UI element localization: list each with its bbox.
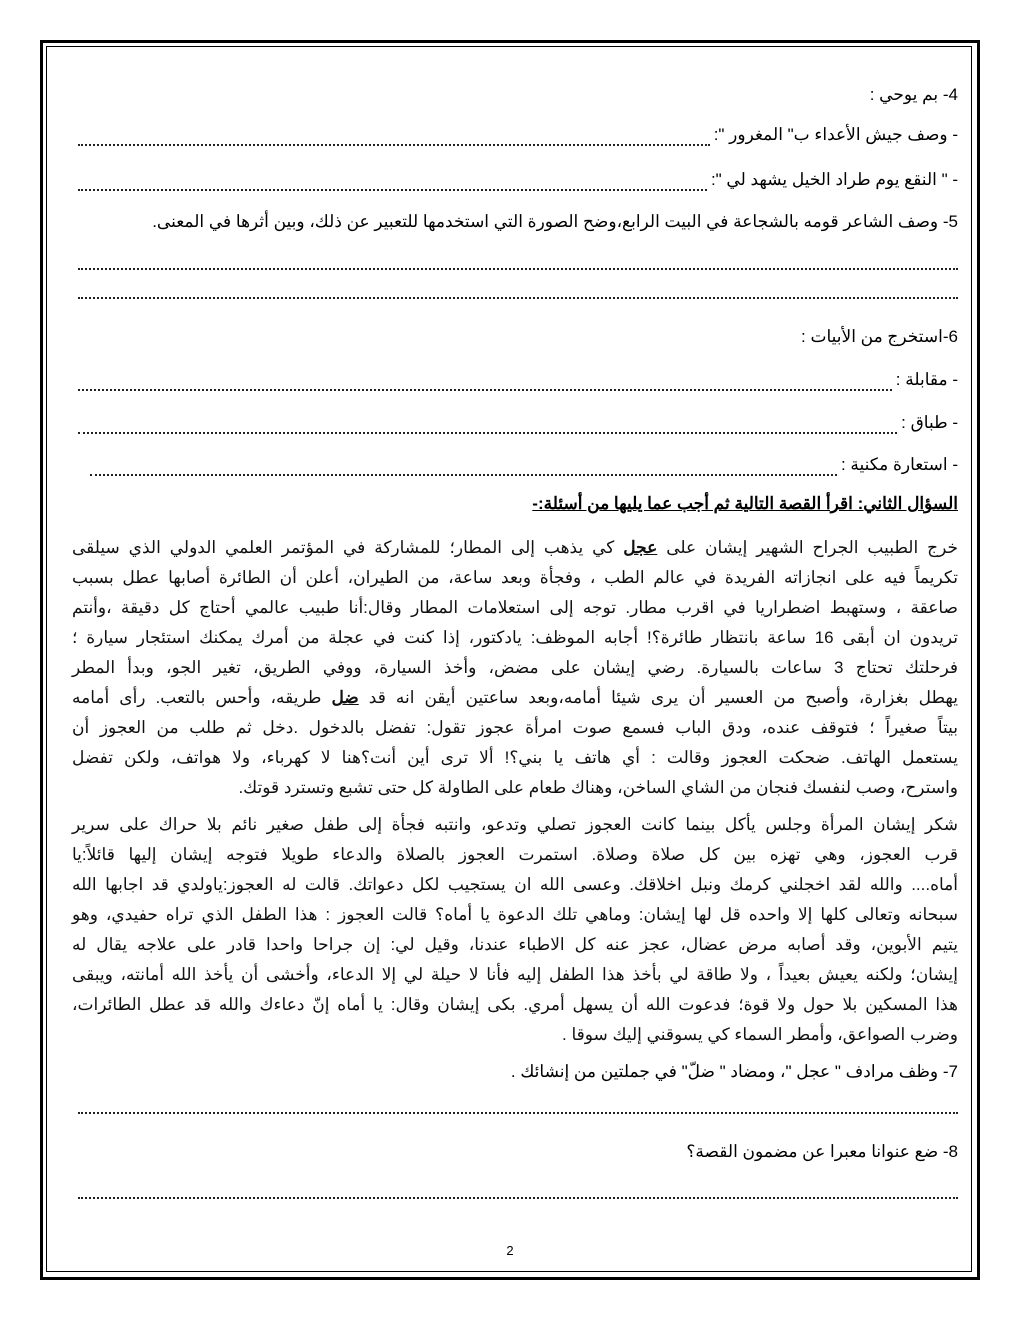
story-line: واسترح، وصب لنفسك فنجان من الشاي الساخن، وهناك طعام على الطاولة كل حتى تشبع وتسترد قوتك.: [238, 778, 958, 797]
question-4-item-1-label: - وصف جيش الأعداء ب" المغرور ":: [713, 125, 958, 144]
question-6-item-2-label: - طباق :: [901, 413, 958, 432]
question-8-title: 8- ضع عنوانا معبرا عن مضمون القصة؟: [686, 1142, 958, 1161]
story-line: يهطل بغزارة، وأصبح من العسير أن يرى شيئا أمامه،وبعد ساعتين أيقن انه قد ضل طريقه، وأحس بالتعب. رأى أمامه: [72, 688, 958, 707]
question-7-title: 7- وظف مرادف " عجل "، ومضاد " ضلّ" في جملتين من إنشائك .: [510, 1062, 958, 1081]
section-2-heading: السؤال الثاني: اقرأ القصة التالية ثم أجب عما يليها من أسئلة:-: [532, 494, 958, 513]
question-6-item-3-label: - استعارة مكنية :: [840, 455, 958, 474]
answer-blank[interactable]: [78, 1112, 958, 1114]
story-line: وضرب الصواعق، وأمطر السماء كي يسوقني إليك سوقا .: [562, 1025, 958, 1044]
answer-blank[interactable]: [78, 373, 892, 391]
question-4-title: 4- بم يوحي :: [869, 85, 958, 104]
story-line: يتيم الأبوين، وقد أصابه مرض عضال، عجز عنه كل الاطباء عندنا، وقيل لي: إن جراحا واحدا قادر على علاجه يقال له: [72, 935, 958, 954]
question-6-item-1: [78, 369, 958, 391]
answer-blank[interactable]: [78, 128, 710, 146]
story-line: أماه.... والله لقد اخجلني كرمك ونبل اخلاقك. وعسى الله ان يستجيب لكل دعواتك. قالت له العجوز:ياولدي قد اجابها الله: [72, 875, 958, 894]
story-line: إيشان؛ ولكنه يعيش بعيداً ، ولا طاقة لي بأخذ هذا الطفل إليه فأنا لا حيلة لي إلا الدعاء، وأخشى أن يأخذ الله أمانته، ويبقى: [72, 965, 958, 984]
answer-blank[interactable]: [78, 268, 958, 270]
story-line: سبحانه وتعالى كلها إلا واحده قل لها إيشان: وماهي تلك الدعوة يا أماه؟ قالت العجوز : هذا الطفل الذي تراه حفيدي، وهو: [72, 905, 958, 924]
story-line: فرحلتك تحتاج 3 ساعات بالسيارة. رضي إيشان على مضض، وأخذ السيارة، ووفي الطريق، تغير الجو، وبدأ المطر: [72, 658, 958, 677]
story-paragraph-2: [72, 810, 958, 1050]
question-4-item-2-label: - " النقع يوم طراد الخيل يشهد لي ":: [710, 170, 958, 189]
question-5-title: 5- وصف الشاعر قومه بالشجاعة في البيت الرابع،وضح الصورة التي استخدمها للتعبير عن ذلك، وبين أثرها في المعنى.: [152, 212, 958, 231]
answer-blank[interactable]: [90, 458, 837, 476]
keyword-ajal: عجل: [623, 538, 658, 557]
question-6-item-1-label: - مقابلة :: [895, 370, 958, 389]
answer-blank[interactable]: [78, 297, 958, 299]
story-line: شكر إيشان المرأة وجلس يأكل بينما كانت العجوز تصلي وتدعو، وانتبه فجأة إلى طفل صغير نائم بلا حراك على سرير: [72, 815, 958, 834]
answer-blank[interactable]: [78, 1197, 958, 1199]
story-line: تكريماً فيه على انجازاته الفريدة في عالم الطب ، وفجأة وبعد ساعة، من الطيران، أعلن أن الطائرة أصابها عطل بسبب: [72, 568, 958, 587]
question-6-item-2: [78, 412, 958, 434]
question-4-item-1: [78, 124, 958, 146]
question-6-item-3: [90, 454, 958, 476]
story-line: يستعمل الهاتف. ضحكت العجوز وقالت : أي هاتف يا بني؟! ألا ترى أين أنت؟هنا لا كهرباء، ولا هواتف، ولكن تفضل: [72, 748, 958, 767]
page-number: 2: [506, 1243, 514, 1258]
story-line: قرب العجوز، وهي تهزه بين كل صلاة وصلاة. استمرت العجوز بالصلاة والدعاء طويلا فتوجه إيشان إليها قائلاً:يا: [72, 845, 958, 864]
story-line: تريدون ان أبقى 16 ساعة بانتظار طائرة؟! أجابه الموظف: يادكتور، إذا كنت في عجلة من أمرك يمكنك استئجار سيارة ؛: [72, 628, 959, 647]
keyword-dall: ضل: [331, 688, 359, 707]
answer-blank[interactable]: [78, 173, 707, 191]
story-line: بيتاً صغيراً ؛ فتوقف عنده، ودق الباب فسمع صوت امرأة عجوز تقول: تفضل بالدخول .دخل ثم طلب من العجوز أن: [72, 718, 958, 737]
question-6-title: 6-استخرج من الأبيات :: [801, 327, 958, 346]
story-paragraph-1: [72, 533, 958, 803]
story-line: خرج الطبيب الجراح الشهير إيشان على عجل كي يذهب إلى المطار؛ للمشاركة في المؤتمر العلمي الدولي الذي سيلقى: [72, 538, 958, 557]
question-4-item-2: [78, 169, 958, 191]
answer-blank[interactable]: [78, 416, 897, 434]
story-line: هذا المسكين بلا حول ولا قوة؛ فدعوت الله أن يسهل أمري. بكى إيشان وقال: يا أماه إنّ دعاءك والله قد عطل الطائرات،: [72, 995, 958, 1014]
story-line: صاعقة ، وستهبط اضطراريا في اقرب مطار. توجه إلى استعلامات المطار وقال:أنا طبيب عالمي أحتاج كل دقيقة ،وأنتم: [72, 598, 958, 617]
